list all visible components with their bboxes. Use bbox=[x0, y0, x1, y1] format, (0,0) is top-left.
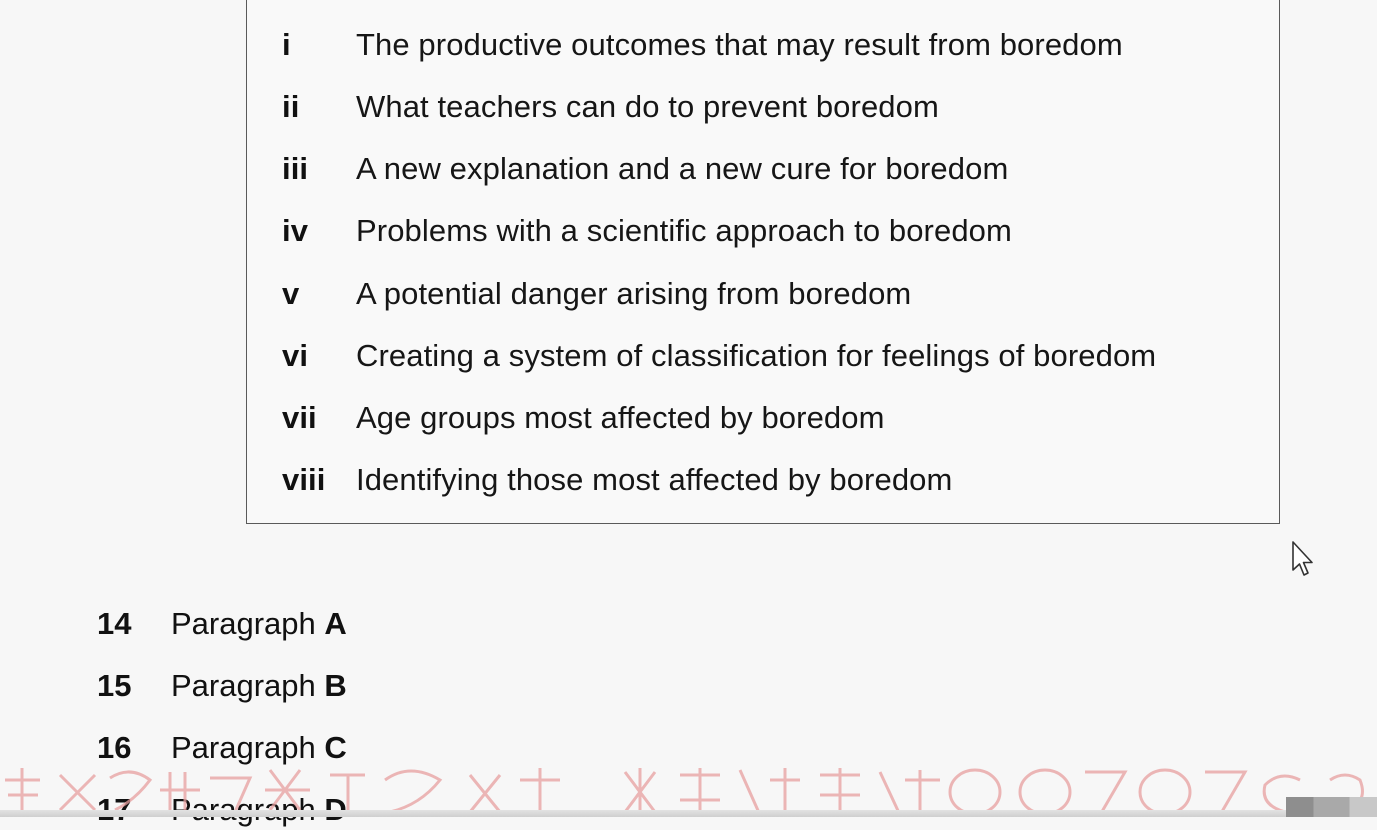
heading-numeral: iii bbox=[282, 151, 309, 186]
question-number: 15 bbox=[97, 668, 132, 703]
heading-numeral: viii bbox=[282, 462, 326, 497]
question-15 bbox=[97, 666, 347, 706]
heading-item-vi bbox=[282, 336, 1156, 376]
heading-numeral: v bbox=[282, 276, 300, 311]
heading-numeral: vi bbox=[282, 338, 309, 373]
paragraph-letter: C bbox=[324, 730, 347, 765]
heading-item-ii bbox=[282, 87, 939, 127]
heading-numeral: iv bbox=[282, 213, 309, 248]
heading-item-i bbox=[282, 25, 1123, 65]
list-of-headings-box bbox=[246, 0, 1280, 524]
bottom-scroll-track bbox=[0, 810, 1377, 817]
question-label bbox=[171, 606, 347, 642]
heading-item-viii bbox=[282, 460, 952, 500]
question-number: 16 bbox=[97, 730, 132, 765]
question-label bbox=[171, 730, 347, 766]
mouse-pointer-icon bbox=[1291, 540, 1317, 578]
heading-numeral: ii bbox=[282, 89, 300, 124]
heading-text: Creating a system of classification for feelings of boredom bbox=[356, 338, 1157, 373]
heading-text: What teachers can do to prevent boredom bbox=[356, 89, 939, 124]
mouse-pointer-icon-graphic bbox=[1291, 540, 1317, 578]
paragraph-word: Paragraph bbox=[171, 606, 316, 641]
heading-text: Identifying those most affected by boredom bbox=[356, 462, 953, 497]
heading-text: A potential danger arising from boredom bbox=[356, 276, 912, 311]
paragraph-letter: B bbox=[324, 668, 347, 703]
heading-item-vii bbox=[282, 398, 885, 438]
heading-text: Problems with a scientific approach to boredom bbox=[356, 213, 1012, 248]
heading-text: Age groups most affected by boredom bbox=[356, 400, 885, 435]
paragraph-word: Paragraph bbox=[171, 730, 316, 765]
heading-text: A new explanation and a new cure for boredom bbox=[356, 151, 1009, 186]
heading-numeral: i bbox=[282, 27, 291, 62]
heading-item-v bbox=[282, 274, 911, 314]
paragraph-word: Paragraph bbox=[171, 668, 316, 703]
question-number: 14 bbox=[97, 606, 132, 641]
heading-numeral: vii bbox=[282, 400, 317, 435]
heading-item-iv bbox=[282, 211, 1012, 251]
scroll-thumb[interactable] bbox=[1286, 797, 1377, 817]
question-16 bbox=[97, 728, 347, 768]
question-label bbox=[171, 668, 347, 704]
paragraph-letter: A bbox=[324, 606, 347, 641]
question-14 bbox=[97, 604, 347, 644]
heading-item-iii bbox=[282, 149, 1008, 189]
heading-text: The productive outcomes that may result from boredom bbox=[356, 27, 1123, 62]
